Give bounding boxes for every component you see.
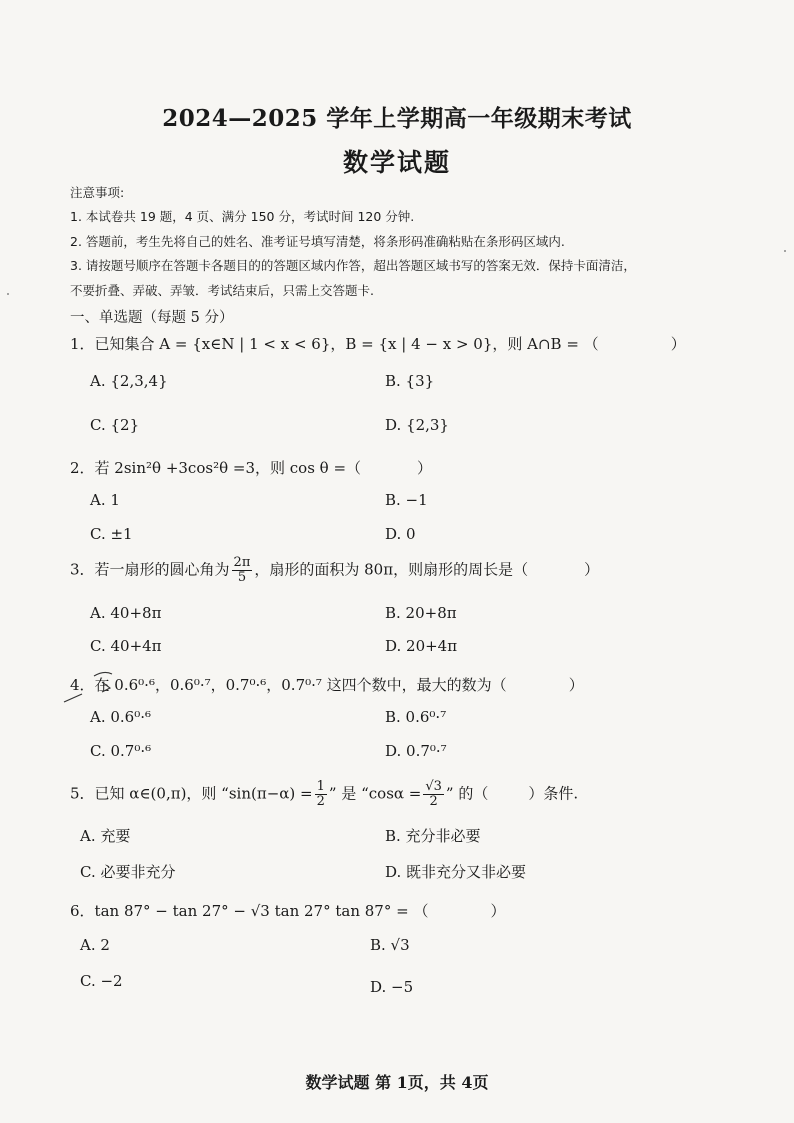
option-a: A. 40+8π: [90, 604, 162, 622]
option-d: D. −5: [370, 978, 414, 996]
option-c: C. ±1: [90, 525, 133, 543]
pencil-mark-icon: [60, 668, 155, 708]
option-c: C. −2: [80, 972, 123, 990]
question-5: [70, 780, 578, 809]
option-a: A. {2,3,4}: [90, 372, 168, 390]
fraction: $\frac{√3}{2}$: [425, 779, 442, 809]
option-d: D. 0: [385, 525, 416, 543]
option-c: C. {2}: [90, 416, 140, 434]
option-a: A. 充要: [80, 827, 131, 845]
option-b: B. 充分非必要: [385, 827, 481, 845]
fraction: $\frac{2\pi}{5}$: [233, 555, 251, 585]
question-stem: 6．tan 87° − tan 27° − √3 tan 27° tan 87° = （: [70, 902, 429, 920]
option-b: B. √3: [370, 936, 410, 954]
option-c: C. 40+4π: [90, 637, 162, 655]
scan-speck: [784, 250, 786, 252]
question-stem: 3．若一扇形的圆心角为: [70, 560, 230, 579]
question-close: ）: [568, 676, 584, 694]
question-3: [70, 556, 599, 585]
notes-heading: 注意事项:: [70, 185, 125, 200]
question-stem: ” 是 “cosα =: [328, 784, 422, 803]
option-b: B. −1: [385, 491, 428, 509]
question-close: ）: [584, 560, 600, 579]
option-d: D. 0.7⁰·⁷: [385, 742, 447, 760]
scan-speck: [7, 293, 9, 295]
section-heading: 一、单选题（每题 5 分）: [70, 310, 234, 326]
page-footer: 数学试题 第 1页，共 4页: [305, 1073, 489, 1092]
option-a: A. 0.6⁰·⁶: [90, 708, 152, 726]
exam-subject: 数学试题: [342, 148, 451, 177]
question-close: ）: [670, 335, 686, 353]
note-item: 2. 答题前，考生先将自己的姓名、准考证号填写清楚，将条形码准确粘贴在条形码区域内.: [70, 234, 565, 249]
note-item: 3. 请按题号顺序在答题卡各题目的的答题区域内作答，超出答题区域书写的答案无效．保持卡面清洁，: [70, 258, 636, 273]
note-item: 不要折叠、弄破、弄皱．考试结束后，只需上交答题卡.: [70, 283, 374, 298]
option-d: D. 20+4π: [385, 637, 458, 655]
question-stem: ，扇形的面积为 80π，则扇形的周长是（: [254, 560, 529, 579]
question-stem: 5．已知 α∈(0,π)，则 “sin(π−α) =: [70, 784, 313, 803]
question-stem: 1．已知集合 A = {x∈N | 1 < x < 6}，B = {x | 4 − x > 0}，则 A∩B = （: [70, 335, 599, 353]
question-close: ）条件.: [528, 784, 579, 803]
question-stem: 4．在 0.6⁰·⁶，0.6⁰·⁷，0.7⁰·⁶，0.7⁰·⁷ 这四个数中，最大的数为（: [70, 676, 507, 694]
option-c: C. 0.7⁰·⁶: [90, 742, 152, 760]
exam-title: 2024—2025 学年上学期高一年级期末考试: [162, 105, 632, 132]
option-a: A. 2: [80, 936, 110, 954]
question-stem: ” 的（: [445, 784, 489, 803]
option-b: B. 0.6⁰·⁷: [385, 708, 447, 726]
question-6: [70, 900, 505, 921]
question-close: ）: [417, 459, 433, 477]
question-2: [70, 457, 432, 478]
note-item: 1. 本试卷共 19 题，4 页、满分 150 分，考试时间 120 分钟.: [70, 209, 415, 224]
option-a: A. 1: [90, 491, 120, 509]
question-stem: 2．若 2sin²θ +3cos²θ =3，则 cos θ =（: [70, 459, 362, 477]
option-d: D. {2,3}: [385, 416, 449, 434]
option-b: B. 20+8π: [385, 604, 457, 622]
option-c: C. 必要非充分: [80, 863, 176, 881]
question-1: [70, 333, 686, 354]
option-d: D. 既非充分又非必要: [385, 863, 527, 881]
fraction: $\frac{1}{2}$: [316, 779, 325, 809]
option-b: B. {3}: [385, 372, 435, 390]
question-close: ）: [490, 902, 506, 920]
